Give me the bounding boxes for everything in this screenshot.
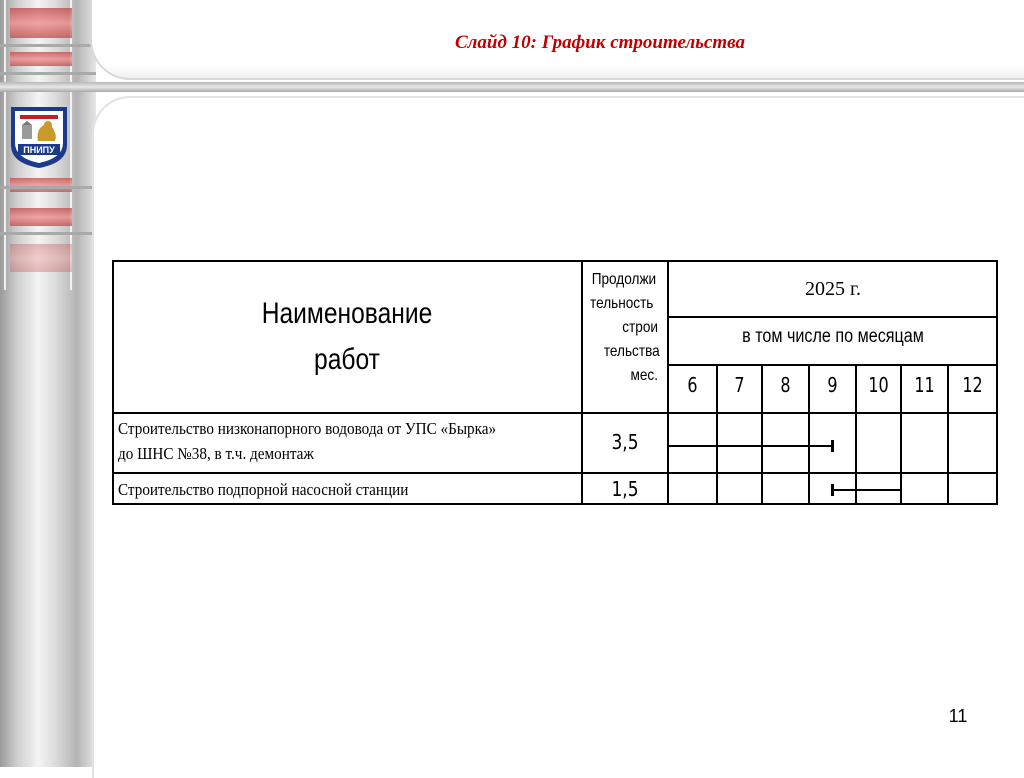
strip-stripe: [0, 72, 96, 75]
header-duration-line: тельства: [603, 343, 660, 360]
month-header: 8: [780, 373, 791, 397]
header-duration: [587, 268, 662, 388]
month-header: 10: [868, 373, 889, 397]
header-duration-line: тельность: [590, 295, 654, 312]
strip-red-band: [10, 178, 72, 192]
pnipu-shield-icon: [8, 103, 70, 169]
strip-red-band: [10, 8, 72, 38]
row-duration: 3,5: [611, 430, 639, 454]
header-months-caption: в том числе по месяцам: [742, 326, 924, 347]
university-logo: [8, 103, 70, 169]
strip-red-band: [10, 244, 72, 272]
header-work-name-line2: работ: [314, 343, 380, 376]
header-work-name-line1: Наименование: [261, 297, 433, 330]
strip-red-band: [10, 52, 72, 66]
month-header: 6: [687, 373, 698, 397]
month-header: 12: [962, 373, 983, 397]
header-duration-line: мес.: [630, 367, 658, 384]
header-divider: [0, 82, 1024, 92]
row-duration: 1,5: [611, 477, 639, 501]
slide-title: Слайд 10: График строительства: [454, 32, 745, 53]
month-header: 7: [734, 373, 745, 397]
row-work-name: до ШНС №38, в т.ч. демонтаж: [118, 444, 314, 463]
header-work-name: [154, 260, 539, 414]
row-work-name: Строительство низконапорного водовода от УПС «Бырка»: [118, 419, 497, 438]
month-header: 11: [914, 373, 935, 397]
construction-schedule-table: [112, 260, 998, 505]
logo-text: ПНИПУ: [23, 145, 55, 155]
strip-stripe: [0, 44, 96, 47]
strip-stripe: [0, 232, 96, 235]
header-duration-line: Продолжи: [591, 271, 657, 288]
page-number: 11: [948, 706, 968, 726]
strip-stripe: [0, 186, 96, 189]
header-year: 2025 г.: [805, 278, 861, 300]
month-header: 9: [827, 373, 838, 397]
row-work-name: Строительство подпорной насосной станции: [118, 480, 409, 499]
strip-red-band: [10, 208, 72, 226]
header-duration-line: строи: [622, 319, 658, 336]
